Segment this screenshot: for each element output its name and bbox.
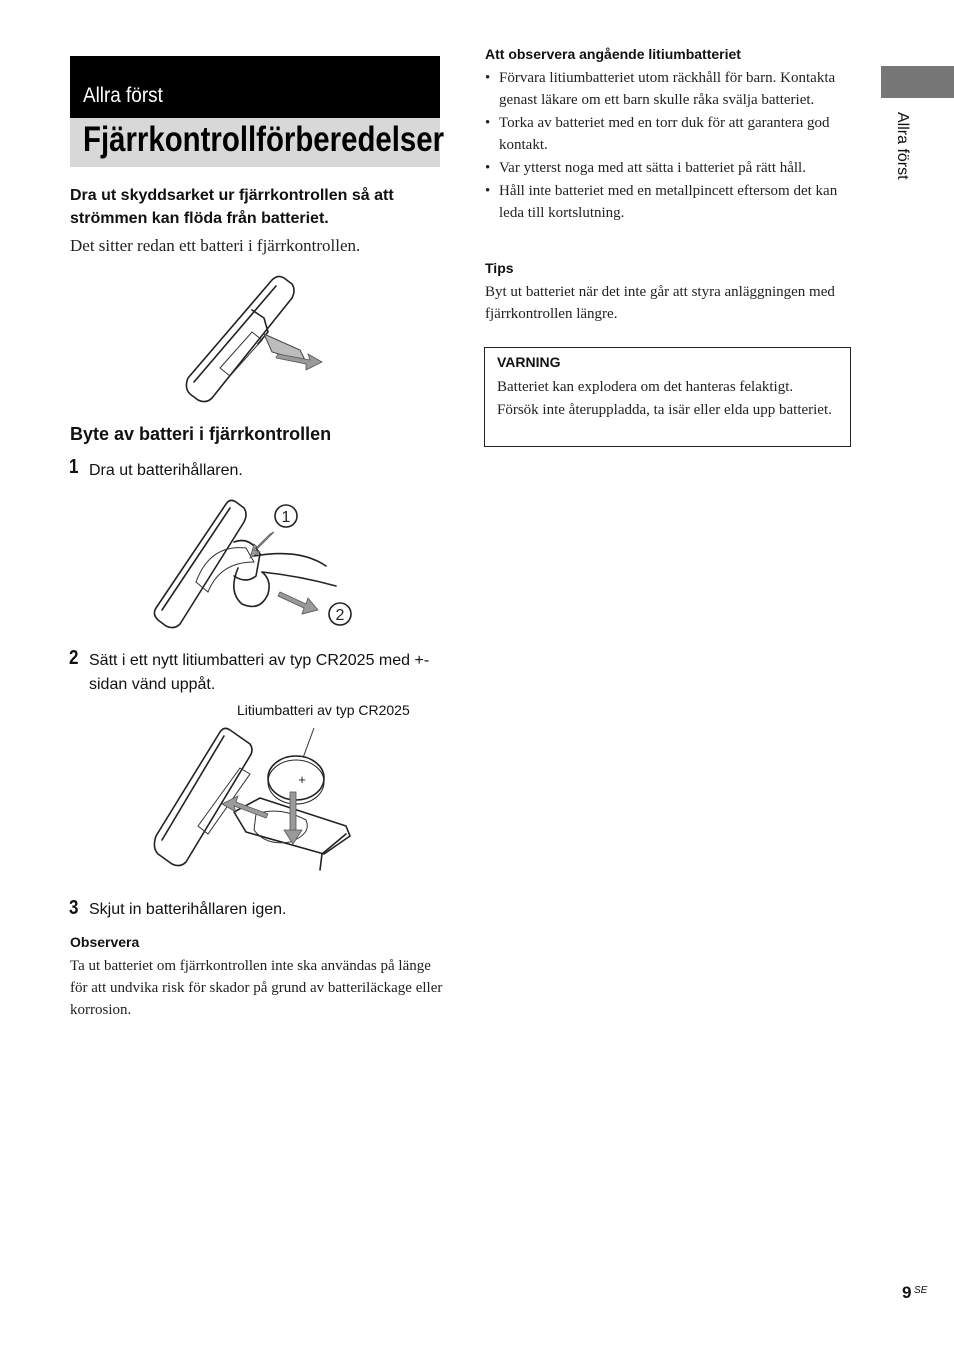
intro-lead: Dra ut skyddsarket ur fjärrkontrollen så att strömmen kan flöda från batteriet. <box>70 187 394 227</box>
lithium-notes-list <box>485 67 855 225</box>
callout-1: 1 <box>281 509 291 526</box>
tips-text: Byt ut batteriet när det inte går att styra anläggningen med fjärrkontrollen längre. <box>485 284 835 322</box>
step-1-text: Dra ut batterihållaren. <box>89 462 243 479</box>
step-1-number: 1 <box>69 456 79 478</box>
remote-sheet-illustration <box>180 270 330 410</box>
warning-line-1: Batteriet kan explodera om det hanteras felaktigt. <box>497 379 794 395</box>
step-2-text: Sätt i ett nytt litiumbatteri av typ CR2025 med +-sidan vänd uppåt. <box>89 652 430 693</box>
warning-heading: VARNING <box>497 354 561 370</box>
lithium-notes-heading: Att observera angående litiumbatteriet <box>485 46 741 62</box>
page-title: Fjärrkontrollförberedelser <box>83 120 445 159</box>
pull-holder-illustration <box>150 496 360 636</box>
battery-caption: Litiumbatteri av typ CR2025 <box>237 702 410 718</box>
page-suffix: SE <box>914 1285 928 1296</box>
tips-heading: Tips <box>485 260 514 276</box>
note-heading: Observera <box>70 934 140 950</box>
side-tab-marker <box>881 66 954 98</box>
page-number: 9 <box>902 1283 912 1302</box>
step-3-number: 3 <box>69 897 79 919</box>
battery-section-heading: Byte av batteri i fjärrkontrollen <box>70 424 332 444</box>
battery-plus-sign: + <box>298 772 306 787</box>
insert-battery-illustration <box>150 722 360 882</box>
list-item: • Håll inte batteriet med en metallpincett eftersom det kan leda till kortslutning. <box>485 180 855 224</box>
list-item: • Var ytterst noga med att sätta i batteriet på rätt håll. <box>485 157 855 179</box>
list-item: • Förvara litiumbatteriet utom räckhåll för barn. Kontakta genast läkare om ett barn skulle råka svälja batteriet. <box>485 67 855 111</box>
warning-line-2: Försök inte återuppladda, ta isär eller elda upp batteriet. <box>497 402 832 418</box>
section-label: Allra först <box>83 84 163 107</box>
intro-text: Det sitter redan ett batteri i fjärrkontrollen. <box>70 236 361 255</box>
side-tab-label: Allra först <box>894 112 911 180</box>
step-3-text: Skjut in batterihållaren igen. <box>89 901 287 918</box>
list-item: • Torka av batteriet med en torr duk för att garantera god kontakt. <box>485 112 855 156</box>
step-2-number: 2 <box>69 647 79 669</box>
note-text: Ta ut batteriet om fjärrkontrollen inte ska användas på länge för att undvika risk för skador på grund av batteriläckage eller korrosion. <box>70 958 443 1018</box>
callout-2: 2 <box>335 607 345 624</box>
